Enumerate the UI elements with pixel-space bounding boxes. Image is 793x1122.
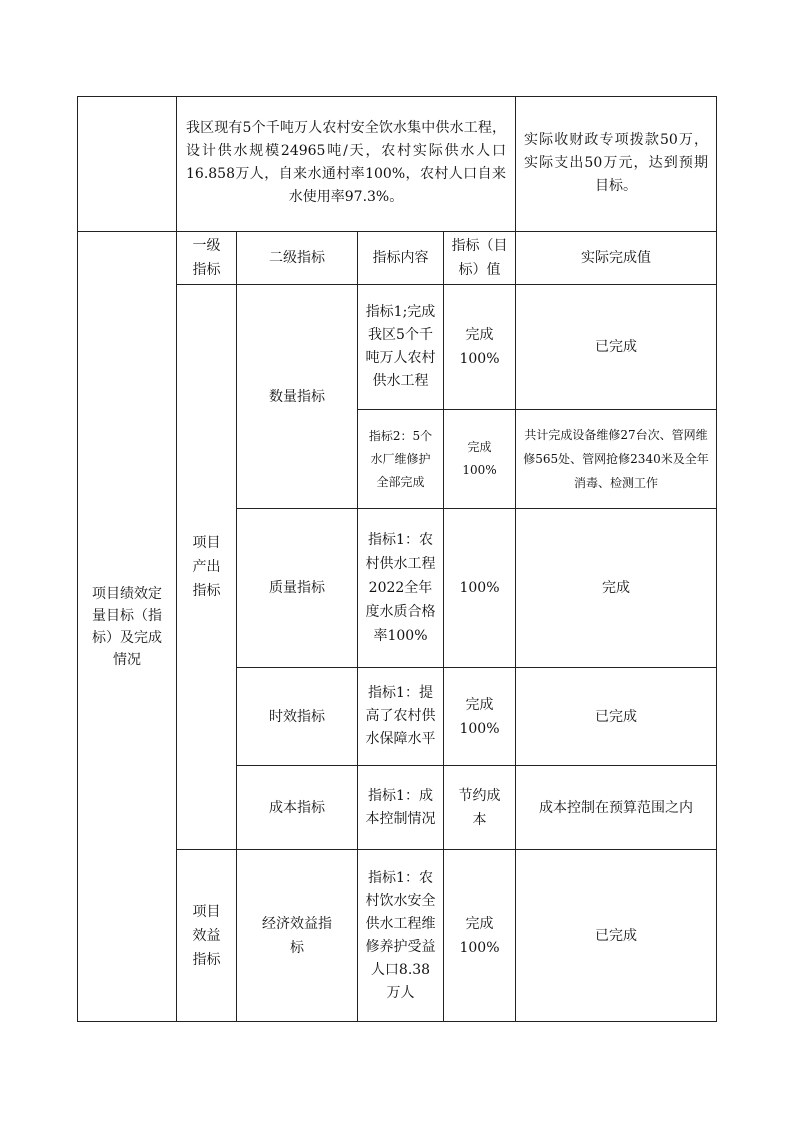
header-target: 指标（目标）值 [451,238,508,278]
summary-funding: 实际收财政专项拨款50万，实际支出50万元，达到预期目标。 [524,131,708,194]
content-row-4: 指标1：提高了农村供水保障水平 [365,685,436,747]
header-content: 指标内容 [372,250,429,266]
section-label-text: 项目绩效定量目标（指标）及完成情况 [92,585,162,668]
section-label [80,232,174,1021]
header-level1: 一级指标 [192,238,221,278]
header-actual: 实际完成值 [581,250,651,266]
group-benefit-label: 项目效益指标 [192,903,221,968]
level2-timeliness: 时效指标 [269,708,325,725]
actual-row-2: 共计完成设备维修27台次、管网维修565处、管网抢修2340米及全年消毒、检测工作 [523,428,709,490]
content-row-1: 指标1;完成我区5个千吨万人农村供水工程 [365,304,436,389]
header-level2: 二级指标 [269,250,325,266]
group-output-label: 项目产出指标 [192,534,221,599]
actual-row-4: 已完成 [595,708,637,725]
target-row-5: 节约成本 [458,787,501,828]
level2-quantity: 数量指标 [269,388,325,405]
summary-narrative-cell [182,98,510,228]
actual-row-1: 已完成 [595,339,637,355]
actual-row-5: 成本控制在预算范围之内 [539,799,693,816]
target-row-4: 完成100% [459,696,500,737]
actual-row-6: 已完成 [595,927,637,944]
content-row-3: 指标1：农村供水工程2022全年度水质合格率100% [365,532,436,644]
actual-row-3: 完成 [602,580,630,596]
target-row-6: 完成100% [459,915,500,956]
content-row-5: 指标1：成本控制情况 [365,787,436,827]
summary-narrative: 我区现有5个千吨万人农村安全饮水集中供水工程，设计供水规模24965吨/天，农村实际供水人口16.858万人，自来水通村率100%，农村人口自来水使用率97.3%。 [186,120,506,205]
level2-cost: 成本指标 [269,799,325,816]
level2-economic: 经济效益指标 [262,915,332,956]
content-row-2: 指标2：5个水厂维修护全部完成 [368,428,433,489]
target-row-2: 完成100% [462,440,497,477]
summary-funding-cell [520,98,712,228]
target-row-3: 100% [459,580,500,596]
target-row-1: 完成100% [459,327,500,367]
level2-quality: 质量指标 [269,580,325,596]
content-row-6: 指标1：农村饮水安全供水工程维修养护受益人口8.38万人 [365,869,436,1001]
